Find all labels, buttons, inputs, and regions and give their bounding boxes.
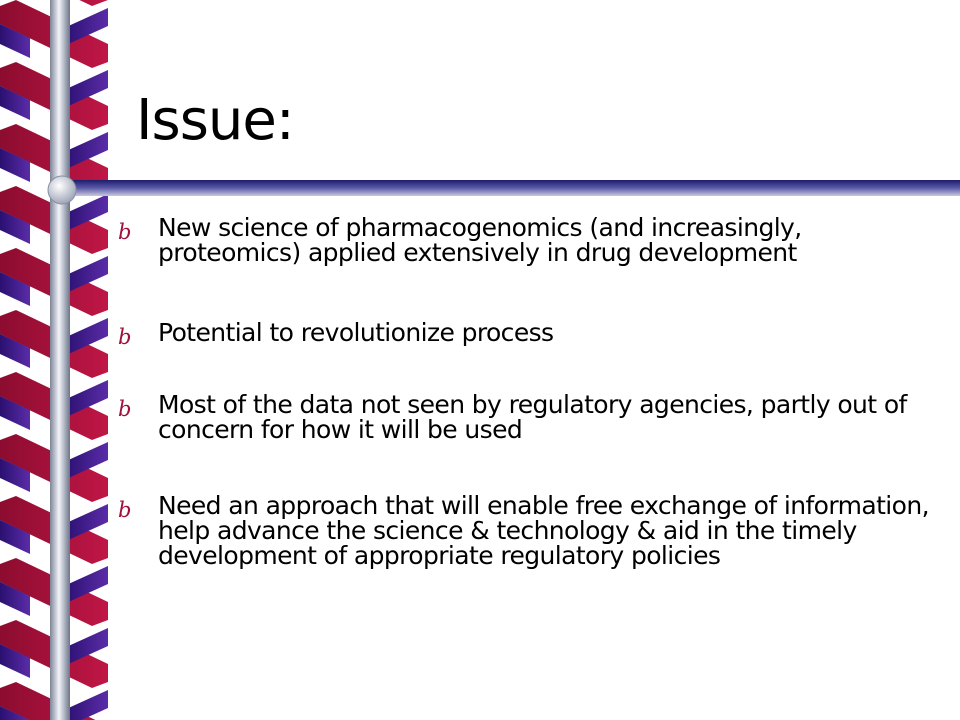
slide-title: Issue: (136, 88, 294, 153)
bullet-text: Potential to revolutionize process (158, 318, 554, 347)
vertical-pole (50, 0, 70, 720)
bullet-text: Need an approach that will enable free exchange of information, help advance the science & technology & aid in the timely development of appropriate regulatory policies (158, 491, 929, 570)
bullet-marker: b (118, 397, 132, 421)
title-rule (66, 180, 960, 196)
bullet-marker: b (118, 220, 132, 244)
bullet-text: Most of the data not seen by regulatory agencies, partly out of concern for how it will be used (158, 390, 907, 444)
bullet-marker: b (118, 325, 132, 349)
ribbon-blue-band (64, 690, 108, 720)
bullet-marker: b (118, 498, 132, 522)
bullet-text: New science of pharmacogenomics (and increasingly, proteomics) applied extensively in drug development (158, 213, 802, 267)
pole-knob (48, 176, 76, 204)
